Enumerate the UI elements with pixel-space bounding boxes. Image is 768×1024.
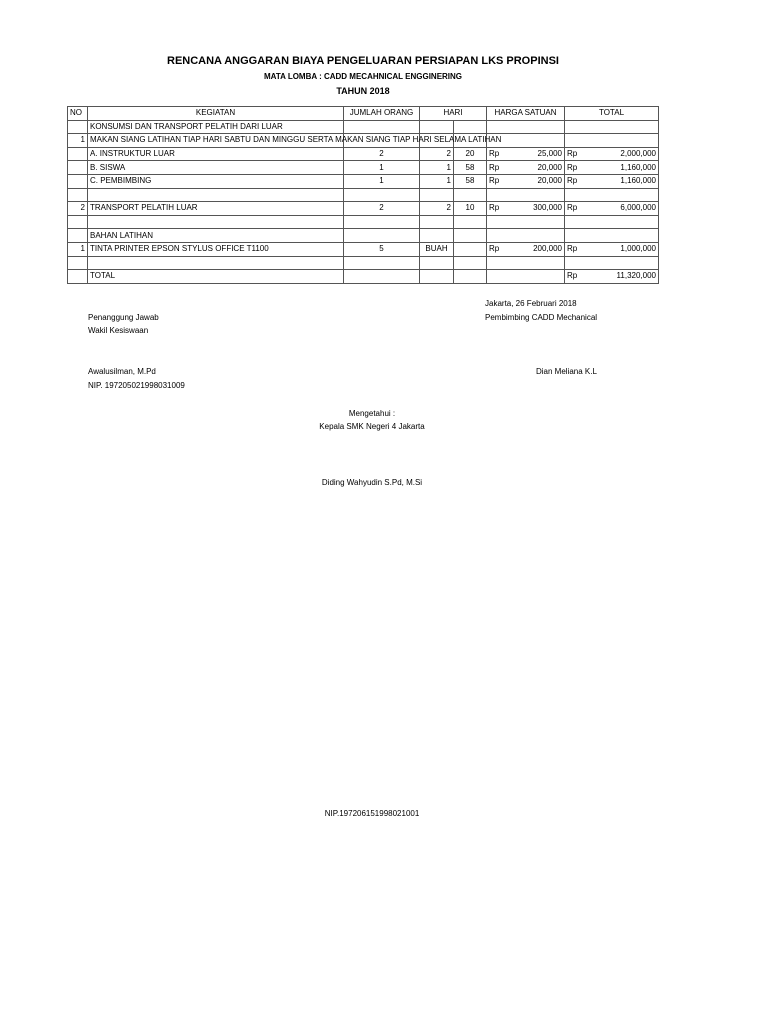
document-subtitle: MATA LOMBA : CADD MECAHNICAL ENGGINERING bbox=[263, 72, 463, 81]
item-harga: Rp 300,000 bbox=[487, 202, 565, 216]
center-signer-role: Kepala SMK Negeri 4 Jakarta bbox=[319, 422, 425, 431]
item-label: TRANSPORT PELATIH LUAR bbox=[88, 202, 344, 216]
item-total: Rp 6,000,000 bbox=[565, 202, 659, 216]
item-hari1: 1 bbox=[420, 161, 454, 175]
item-jumlah: 5 bbox=[344, 242, 420, 256]
table-row bbox=[68, 229, 659, 243]
document-title: RENCANA ANGGARAN BIAYA PENGELUARAN PERSIAPAN LKS PROPINSI bbox=[167, 55, 559, 67]
item-harga: Rp 20,000 bbox=[487, 174, 565, 188]
item-label: TINTA PRINTER EPSON STYLUS OFFICE T1100 bbox=[88, 242, 344, 256]
item-label: C. PEMBIMBING bbox=[88, 174, 344, 188]
item-harga: Rp 200,000 bbox=[487, 242, 565, 256]
item-unit: BUAH bbox=[420, 242, 454, 256]
left-signer-role: Wakil Kesiswaan bbox=[88, 326, 149, 335]
table-row bbox=[68, 120, 659, 134]
header-total: TOTAL bbox=[565, 107, 659, 121]
budget-table bbox=[67, 106, 659, 284]
grand-total: Rp 11,320,000 bbox=[565, 270, 659, 284]
header-harga: HARGA SATUAN bbox=[487, 107, 565, 121]
header-jumlah: JUMLAH ORANG bbox=[344, 107, 420, 121]
total-row bbox=[68, 270, 659, 284]
total-label: TOTAL bbox=[88, 270, 344, 284]
left-signer-title: Penanggung Jawab bbox=[88, 313, 159, 322]
table-row bbox=[68, 134, 659, 148]
center-signer-name: Diding Wahyudin S.Pd, M.Si bbox=[321, 478, 423, 487]
item-total: Rp 1,160,000 bbox=[565, 161, 659, 175]
section-title: KONSUMSI DAN TRANSPORT PELATIH DARI LUAR bbox=[88, 120, 344, 134]
table-row bbox=[68, 188, 659, 202]
header-kegiatan: KEGIATAN bbox=[88, 107, 344, 121]
item-jumlah: 2 bbox=[344, 202, 420, 216]
item-hari1: 1 bbox=[420, 174, 454, 188]
item-jumlah: 2 bbox=[344, 147, 420, 161]
item-harga: Rp 20,000 bbox=[487, 161, 565, 175]
item-hari2: 58 bbox=[454, 174, 487, 188]
center-signer-title: Mengetahui : bbox=[348, 409, 396, 418]
center-signer-nip: NIP.197206151998021001 bbox=[324, 809, 420, 818]
table-header-row bbox=[68, 107, 659, 121]
right-signer-name: Dian Meliana K.L bbox=[536, 367, 597, 376]
row-number: 2 bbox=[68, 202, 88, 216]
table-row bbox=[68, 161, 659, 175]
header-hari: HARI bbox=[420, 107, 487, 121]
place-date: Jakarta, 26 Februari 2018 bbox=[485, 299, 577, 308]
left-signer-name: Awalusilman, M.Pd bbox=[88, 367, 156, 376]
row-description: MAKAN SIANG LATIHAN TIAP HARI SABTU DAN MINGGU SERTA MAKAN SIANG TIAP HARI SELAMA LATIHAN bbox=[88, 134, 344, 148]
item-jumlah: 1 bbox=[344, 161, 420, 175]
table-row bbox=[68, 242, 659, 256]
row-number: 1 bbox=[68, 242, 88, 256]
item-hari1: 2 bbox=[420, 202, 454, 216]
item-label: A. INSTRUKTUR LUAR bbox=[88, 147, 344, 161]
item-jumlah: 1 bbox=[344, 174, 420, 188]
right-signer-title: Pembimbing CADD Mechanical bbox=[485, 313, 598, 322]
document-year: TAHUN 2018 bbox=[336, 86, 390, 96]
item-hari2: 10 bbox=[454, 202, 487, 216]
item-total: Rp 1,160,000 bbox=[565, 174, 659, 188]
table-row bbox=[68, 174, 659, 188]
section-title: BAHAN LATIHAN bbox=[88, 229, 344, 243]
item-hari2: 58 bbox=[454, 161, 487, 175]
table-row bbox=[68, 215, 659, 229]
left-signer-nip: NIP. 197205021998031009 bbox=[88, 381, 185, 390]
table-row bbox=[68, 147, 659, 161]
item-hari1: 2 bbox=[420, 147, 454, 161]
header-no: NO bbox=[68, 107, 88, 121]
item-hari2: 20 bbox=[454, 147, 487, 161]
table-row bbox=[68, 256, 659, 270]
table-row bbox=[68, 202, 659, 216]
row-number: 1 bbox=[68, 134, 88, 148]
item-label: B. SISWA bbox=[88, 161, 344, 175]
item-total: Rp 2,000,000 bbox=[565, 147, 659, 161]
item-harga: Rp 25,000 bbox=[487, 147, 565, 161]
item-total: Rp 1,000,000 bbox=[565, 242, 659, 256]
